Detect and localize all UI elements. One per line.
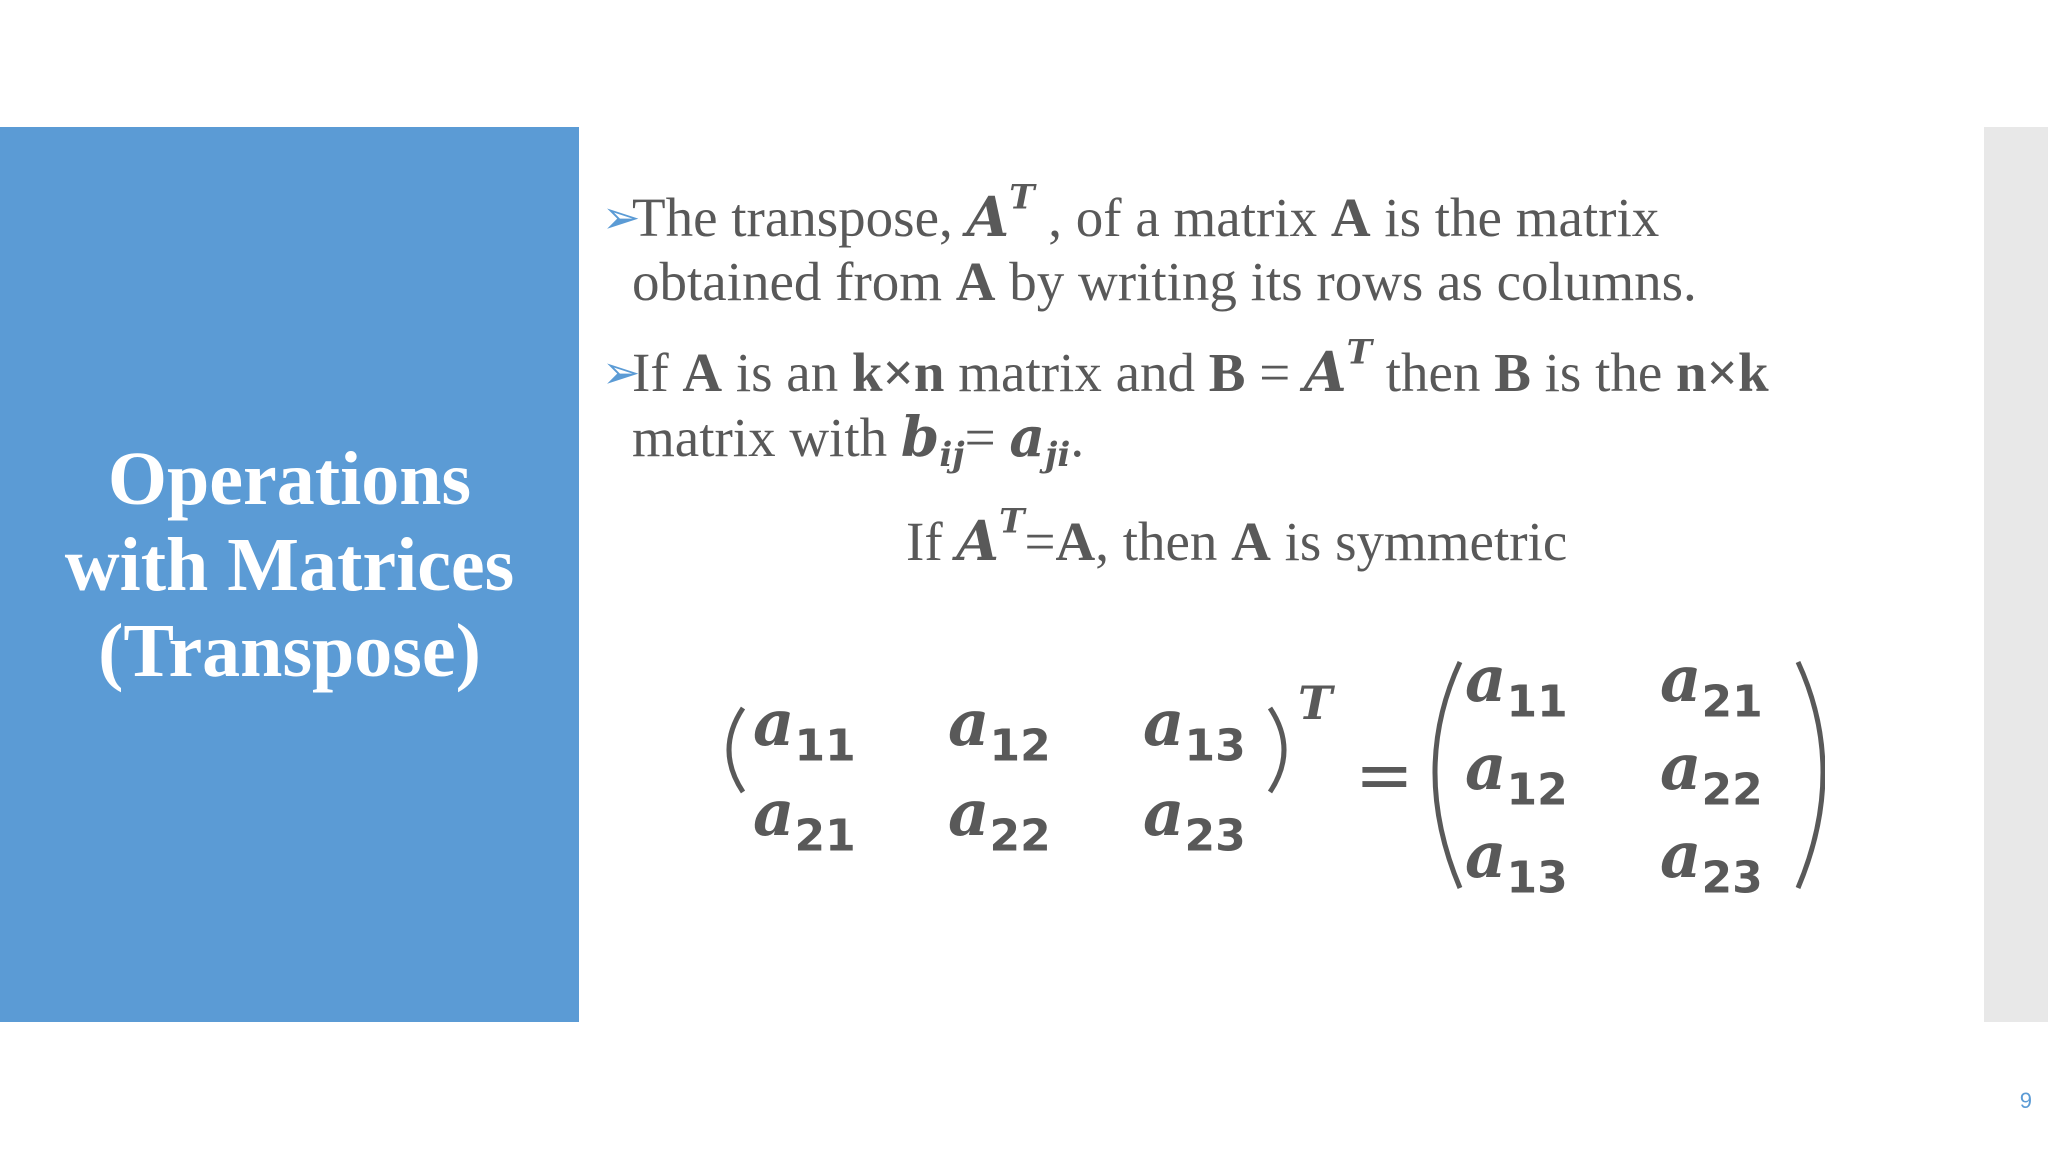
title-panel xyxy=(0,127,579,1022)
arrow-bullet-icon: ➢ xyxy=(602,190,641,244)
bullet-1-line-2: obtained from A by writing its rows as columns. xyxy=(632,251,1697,312)
transpose-superscript: T xyxy=(1298,676,1333,730)
right-decorative-strip xyxy=(1984,127,2048,1022)
title-line-1: Operations xyxy=(107,436,472,521)
right-matrix-cell: $a_{23}$ xyxy=(1660,818,1763,904)
left-matrix-cell: $a_{12}$ xyxy=(948,686,1051,772)
symmetric-statement: If $A^T=A$, then A is symmetric xyxy=(906,501,1568,573)
right-matrix-cell: $a_{12}$ xyxy=(1465,730,1568,816)
bullet-2-line-1: If A is an k×n matrix and $B = A^T$ then B is the n×k xyxy=(632,332,1769,404)
bullet-transpose-definition xyxy=(602,177,1962,314)
matrix-parentheses xyxy=(715,640,1825,904)
left-matrix-cell: $a_{23}$ xyxy=(1143,776,1246,862)
left-matrix-cell: $a_{22}$ xyxy=(948,776,1051,862)
left-matrix-cell: $a_{13}$ xyxy=(1143,686,1246,772)
page-number: 9 xyxy=(2019,1088,2032,1113)
right-paren-1 xyxy=(1270,708,1284,792)
transpose-equation xyxy=(715,640,1825,904)
left-matrix-cell: $a_{21}$ xyxy=(753,776,856,862)
right-matrix-cell: $a_{22}$ xyxy=(1660,730,1763,816)
left-matrix-cell: $a_{11}$ xyxy=(753,686,856,772)
title-line-3: (Transpose) xyxy=(98,608,481,693)
left-paren-2 xyxy=(1435,662,1460,888)
right-matrix-cell: $a_{13}$ xyxy=(1465,818,1568,904)
left-paren-1 xyxy=(729,708,743,792)
bullet-2-line-2: matrix with $b_{ij}= a_{ji}$. xyxy=(632,404,1085,476)
equals-sign: = xyxy=(1355,734,1414,816)
right-matrix-cell: $a_{21}$ xyxy=(1660,642,1763,728)
arrow-bullet-icon: ➢ xyxy=(602,345,641,399)
slide-content xyxy=(602,177,1962,496)
slide-title xyxy=(65,436,515,694)
right-paren-2 xyxy=(1798,662,1823,888)
bullet-1-line-1: The transpose, $A^T$ , of a matrix A is the matrix xyxy=(632,177,1660,249)
title-line-2: with Matrices xyxy=(64,522,515,607)
bullet-dimension-rule xyxy=(602,332,1962,476)
right-matrix-cell: $a_{11}$ xyxy=(1465,642,1568,728)
